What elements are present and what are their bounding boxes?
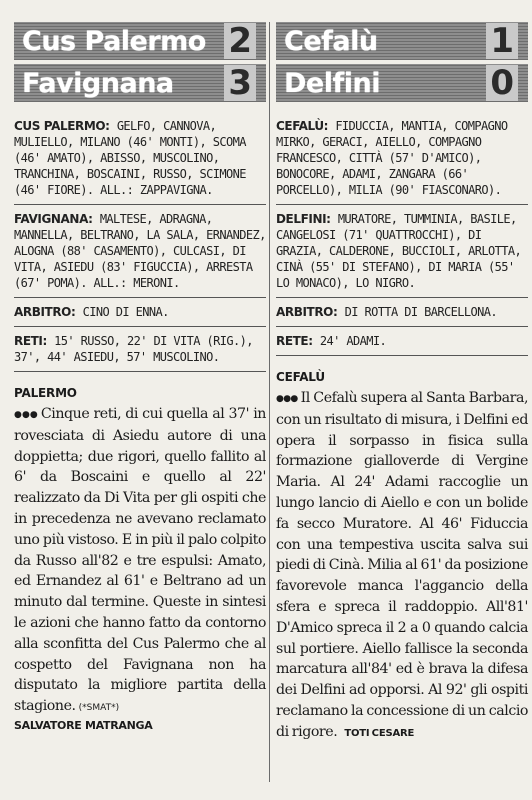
report-credit: (*SMAT*) [78,703,120,714]
lineup-away [14,205,266,298]
lineup-label: CEFALÙ: [276,119,329,133]
lineup-label: FAVIGNANA: [14,212,93,226]
referee-label: ARBITRO: [14,305,76,319]
match-report [14,404,266,719]
scoreboard-home [276,22,528,60]
author-byline: SALVATORE MATRANGA [14,718,153,732]
team-score: 0 [486,65,518,101]
lineup-label: DELFINI: [276,212,331,226]
goals-info [276,327,528,356]
referee-info [276,298,528,327]
goals-info [14,327,266,372]
team-score: 2 [224,23,256,59]
lineup-away [276,205,528,298]
team-score: 1 [486,23,518,59]
lineup-label: CUS PALERMO: [14,119,110,133]
referee-label: ARBITRO: [276,305,338,319]
team-name: Cus Palermo [22,25,206,57]
bullet-dots-icon: ●●● [276,394,298,404]
scoreboard-away [14,64,266,102]
left-column [14,22,266,732]
report-text: Il Cefalù supera al Santa Barbara, con un risultato di misura, i Delfini ed opera il sorpasso in fisica sulla formazione gialloverde di Vergine Maria. Al 24' Adami raccoglie un lungo lancio di Aiello e con un bolide fa secco Muratore. Al 46' Fiduccia con una tempestiva uscita salva sui piedi di Cinà. Milia al 61' da posizione favorevole manca l'aggancio della sfera e spreca il raddoppio. All'81' D'Amico spreca il 2 a 0 quando calcia sul portiere. Aiello fallisce la seconda marcatura all'84' ed è brava la difesa dei Delfini ad opporsi. Al 92' gli ospiti reclamano la concessione di un calcio di rigore. [276,390,529,740]
referee-info [14,298,266,327]
scoreboard-home [14,22,266,60]
match-report [276,388,528,745]
author-byline: TOTI CESARE [344,727,415,739]
lineup-text: MALTESE, ADRAGNA, MANNELLA, BELTRANO, LA SALA, ERNANDEZ, ALOGNA (88' CASAMENTO), CULCASI, DI VITA, ASIEDU (83' FIGUCCIA), ARRESTA (67' POMA). ALL.: MERONI. [14,212,266,290]
team-name: Delfini [284,67,380,99]
lineup-home [14,112,266,205]
lineup-text: MURATORE, TUMMINIA, BASILE, CANGELOSI (71' QUATTROCCHI), DI GRAZIA, CALDERONE, BUCCIOLI, ARLOTTA, CINÀ (55' DI STEFANO), DI MARIA (55' LO MONACO), LO NIGRO. [276,212,522,290]
section-heading: CEFALÙ [276,370,325,384]
lineup-text: FIDUCCIA, MANTIA, COMPAGNO MIRKO, GERACI, AIELLO, COMPAGNO FRANCESCO, CITTÀ (57' D'AMICO), BONOCORE, ADAMI, ZANGARA (66' PORCELLO), MILIA (90' FIASCONARO). [276,119,508,197]
goals-label: RETI: [14,334,47,348]
section-heading: PALERMO [14,386,77,400]
referee-text: CINO DI ENNA. [82,305,169,319]
team-score: 3 [224,65,256,101]
team-name: Cefalù [284,25,378,57]
goals-text: 24' ADAMI. [319,334,387,348]
report-text: Cinque reti, di cui quella al 37' in rovesciata di Asiedu autore di una doppietta; due rigori, quello fallito al 6' da Boscaini e quello al 22' realizzato da Di Vita per gli ospiti che in precedenza ne avevano reclamato uno più vistoso. E in più il palo colpito da Russo all'82 e tre espulsi: Amato, ed Ernandez al 61' e Beltrano ad un minuto dal termine. Queste in sintesi le azioni che hanno fatto da contorno alla sconfitta del Cus Palermo che al cospetto del Favignana non ha disputato la migliore partita della stagione. [14,406,266,715]
bullet-dots-icon: ●●● [14,410,38,420]
goals-text: 15' RUSSO, 22' DI VITA (RIG.), 37', 44' ASIEDU, 57' MUSCOLINO. [14,334,253,364]
scoreboard-away [276,64,528,102]
right-column [276,22,528,745]
lineup-home [276,112,528,205]
column-divider [269,22,270,782]
team-name: Favignana [22,67,174,99]
referee-text: DI ROTTA DI BARCELLONA. [344,305,497,319]
lineup-text: GELFO, CANNOVA, MULIELLO, MILANO (46' MONTI), SCOMA (46' AMATO), ABISSO, MUSCOLINO, TRANCHINA, BOSCAINI, RUSSO, SCIMONE (46' FIORE). ALL.: ZAPPAVIGNA. [14,119,246,197]
goals-label: RETE: [276,334,313,348]
